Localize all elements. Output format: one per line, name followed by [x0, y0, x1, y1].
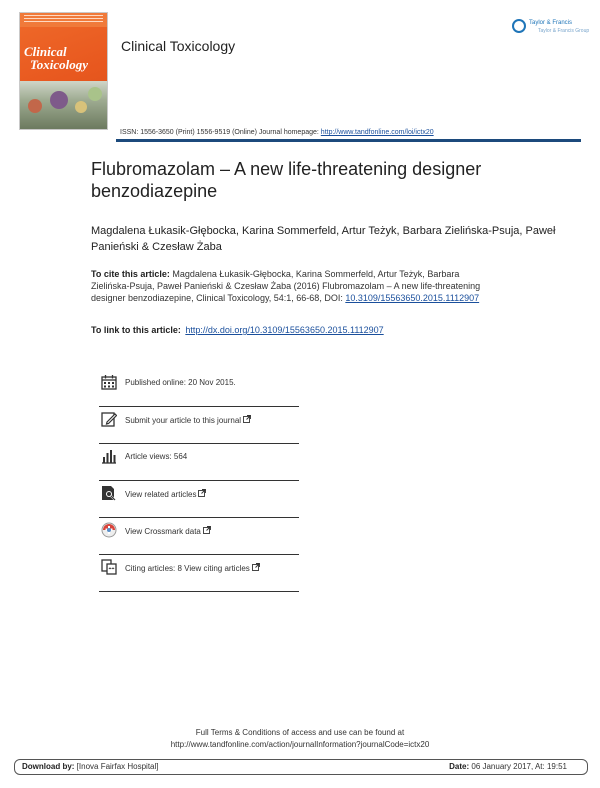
metric-crossmark[interactable] — [99, 518, 299, 555]
citing-articles-link[interactable]: Citing articles: 8 View citing articles — [125, 564, 250, 573]
external-link-icon — [198, 489, 206, 497]
publisher-logo-sub: Taylor & Francis Group — [538, 28, 590, 34]
metric-related[interactable] — [99, 481, 299, 518]
article-metrics-list — [99, 370, 299, 592]
related-articles-icon — [101, 485, 117, 501]
article-doi-link[interactable]: http://dx.doi.org/10.3109/15563650.2015.1112907 — [185, 325, 384, 335]
article-views-label: Article views: 564 — [125, 452, 188, 461]
terms-notice — [0, 727, 600, 751]
cover-top-band — [20, 13, 107, 27]
publisher-logo — [512, 17, 590, 39]
edit-icon — [101, 411, 117, 427]
citation-block — [91, 268, 491, 304]
issn-text: ISSN: 1556-3650 (Print) 1556-9519 (Online) Journal homepage: — [120, 129, 321, 136]
metric-views — [99, 444, 299, 481]
download-date-value: 06 January 2017, At: 19:51 — [469, 762, 567, 771]
crossmark-link[interactable]: View Crossmark data — [125, 527, 201, 536]
article-authors: Magdalena Łukasik-Głębocka, Karina Sommerfeld, Artur Teżyk, Barbara Zielińska-Psuja, Paweł Panieński & Czesław Żaba — [91, 225, 556, 253]
metric-citing[interactable] — [99, 555, 299, 592]
article-link-line — [91, 325, 384, 335]
cover-title-line1: Clinical — [24, 44, 67, 59]
issn-line — [120, 129, 434, 136]
metric-submit[interactable] — [99, 407, 299, 444]
external-link-icon — [243, 415, 251, 423]
downloaded-by-value: [Inova Fairfax Hospital] — [74, 762, 159, 771]
article-title: Flubromazolam – A new life-threatening designer benzodiazepine — [91, 159, 482, 201]
bar-chart-icon — [101, 448, 117, 464]
cite-doi-link[interactable]: 10.3109/15563650.2015.1112907 — [345, 293, 480, 303]
publisher-logo-text: Taylor & Francis — [529, 20, 573, 26]
metric-published — [99, 370, 299, 407]
external-link-icon — [203, 526, 211, 534]
journal-cover-image — [19, 12, 108, 130]
cite-label: To cite this article: — [91, 269, 170, 279]
header-divider — [116, 139, 581, 142]
submit-article-link[interactable]: Submit your article to this journal — [125, 416, 242, 425]
terms-url[interactable]: http://www.tandfonline.com/action/journalInformation?journalCode=ictx20 — [170, 740, 430, 749]
link-label: To link to this article: — [91, 325, 184, 335]
publisher-logo-icon — [512, 19, 526, 33]
external-link-icon — [252, 563, 260, 571]
downloaded-by — [22, 760, 159, 774]
published-date-label: Published online: 20 Nov 2015. — [125, 378, 236, 387]
download-date-label: Date: — [449, 762, 470, 771]
cover-title — [24, 45, 108, 71]
downloaded-by-label: Download by: — [22, 762, 75, 771]
crossmark-icon — [101, 522, 117, 538]
download-info-bar — [14, 759, 588, 775]
journal-name: Clinical Toxicology — [121, 38, 236, 54]
cover-title-line2: Toxicology — [30, 57, 89, 72]
cite-text: Magdalena Łukasik-Głębocka, Karina Sommerfeld, Artur Teżyk, Barbara Zielińska-Psuja, Paweł Panieński & Czesław Żaba (2016) Flubromazolam – A new life-threatening designer benzodiazepine, Clinical Toxicology, 54:1, 66-68, DOI: — [91, 269, 481, 303]
citing-articles-icon — [101, 559, 117, 575]
terms-line1: Full Terms & Conditions of access and use can be found at — [195, 728, 405, 737]
calendar-icon — [101, 374, 117, 390]
journal-homepage-link[interactable]: http://www.tandfonline.com/loi/ictx20 — [320, 129, 434, 136]
download-date — [449, 760, 567, 774]
cover-photo — [20, 81, 107, 129]
related-articles-link[interactable]: View related articles — [125, 490, 197, 499]
